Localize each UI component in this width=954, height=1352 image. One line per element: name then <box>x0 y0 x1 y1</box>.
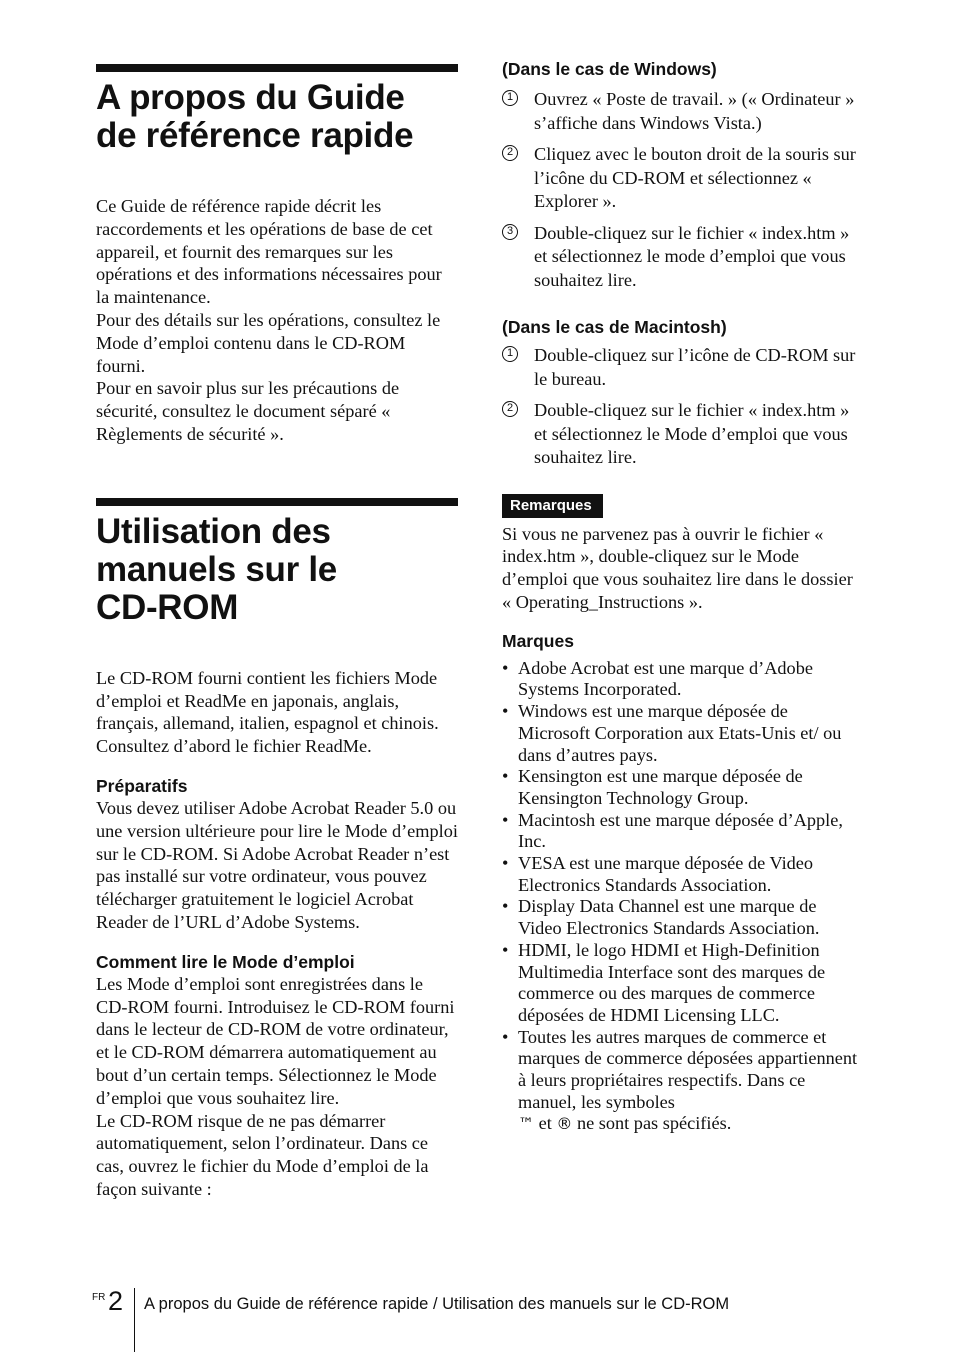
page-number: 2 <box>108 1286 124 1316</box>
subheading-preparatifs: Préparatifs <box>96 775 188 796</box>
step-text: Double-cliquez sur le fichier « index.htm » et sélectionnez le mode d’emploi que vous souhaitez lire. <box>534 222 850 290</box>
subheading-marques: Marques <box>502 630 574 651</box>
footer-divider <box>134 1288 135 1352</box>
paragraph: Pour des détails sur les opérations, consultez le Mode d’emploi contenu dans le CD-ROM fourni. <box>96 309 441 376</box>
step-item <box>502 143 864 214</box>
subheading-comment-lire: Comment lire le Mode d’emploi <box>96 951 355 972</box>
step-number-icon: 3 <box>502 224 518 240</box>
list-item: • VESA est une marque déposée de Video Electronics Standards Association. <box>502 853 814 895</box>
bullet-icon: • <box>502 853 509 874</box>
paragraph: Le CD-ROM risque de ne pas démarrer automatiquement, selon l’ordinateur. Dans ce cas, ouvrez le fichier du Mode d’emploi de la façon suivante : <box>96 1110 429 1199</box>
step-item <box>502 222 864 293</box>
paragraph: Pour en savoir plus sur les précautions de sécurité, consultez le document séparé « Règlements de sécurité ». <box>96 378 400 444</box>
paragraph: Vous devez utiliser Adobe Acrobat Reader 5.0 ou une version ultérieure pour lire le Mode d’emploi sur le CD-ROM. Si Adobe Acrobat Reader n’est pas installé sur votre ordinateur, vous pouvez télécharger gratuitement le logiciel Acrobat Reader de l’URL d’Adobe Systems. <box>96 797 458 932</box>
marques-list <box>502 658 864 1135</box>
list-item: • Adobe Acrobat est une marque d’Adobe Systems Incorporated. <box>502 657 813 700</box>
step-number-icon: 2 <box>502 401 518 417</box>
section-rule <box>96 64 458 72</box>
registered-symbol: ® <box>556 1114 573 1134</box>
step-item <box>502 399 864 470</box>
step-text: Double-cliquez sur l’icône de CD-ROM sur le bureau. <box>534 345 856 389</box>
list-item: • Macintosh est une marque déposée d’Apple, Inc. <box>502 809 843 852</box>
step-text: Double-cliquez sur le fichier « index.htm » et sélectionnez le Mode d’emploi que vous souhaitez lire. <box>534 400 850 467</box>
step-item <box>502 88 864 135</box>
list-item: • Windows est une marque déposée de Microsoft Corporation aux Etats-Unis et/ ou dans d’autres pays. <box>502 701 842 765</box>
step-number-icon: 1 <box>502 346 518 362</box>
section-rule <box>96 498 458 506</box>
bullet-icon: • <box>502 657 509 678</box>
section-title-guide: A propos du Guide de référence rapide <box>96 78 414 155</box>
right-column <box>502 58 864 1135</box>
list-item: • HDMI, le logo HDMI et High-Definition Multimedia Interface sont des marques de commerce ou des marques de commerce déposées de HDMI Licensing LLC. <box>502 939 826 1025</box>
step-text: Ouvrez « Poste de travail. » (« Ordinateur » s’affiche dans Windows Vista.) <box>534 89 855 133</box>
step-number-icon: 1 <box>502 90 518 106</box>
paragraph: Les Mode d’emploi sont enregistrées dans le CD-ROM fourni. Introduisez le CD-ROM fourni dans le lecteur de CD-ROM de votre ordinateur, et le CD-ROM démarrera automatiquement au bout d’un certain temps. Sélectionnez le Mode d’emploi que vous souhaitez lire. <box>96 973 455 1108</box>
list-item: • Toutes les autres marques de commerce et marques de commerce déposées appartiennent à leurs propriétaires respectifs. Dans ce manuel, les symboles ™ et ® ne sont pas spécifiés. <box>502 1026 858 1134</box>
bullet-icon: • <box>502 766 509 787</box>
subheading-macintosh: (Dans le cas de Macintosh) <box>502 317 727 337</box>
page-footer <box>92 1288 892 1352</box>
paragraph: Le CD-ROM fourni contient les fichiers Mode d’emploi et ReadMe en japonais, anglais, français, allemand, italien, espagnol et chinois. Consultez d’abord le fichier ReadMe. <box>96 667 439 757</box>
bullet-icon: • <box>502 809 509 830</box>
bullet-icon: • <box>502 1026 509 1047</box>
bullet-icon: • <box>502 701 509 722</box>
subheading-windows: (Dans le cas de Windows) <box>502 59 717 79</box>
trademark-symbol: ™ <box>518 1114 534 1134</box>
bullet-icon: • <box>502 939 509 960</box>
step-item <box>502 344 864 391</box>
list-item: • Display Data Channel est une marque de Video Electronics Standards Association. <box>502 896 820 939</box>
language-code: FR <box>92 1292 106 1303</box>
remarques-text: Si vous ne parvenez pas à ouvrir le fichier « index.htm », double-cliquez sur le Mode d’emploi que vous souhaitez lire dans le dossier « Operating_Instructions ». <box>502 523 853 612</box>
list-item: • Kensington est une marque déposée de Kensington Technology Group. <box>502 766 803 808</box>
bullet-icon: • <box>502 896 509 917</box>
left-column <box>96 64 458 1201</box>
paragraph: Ce Guide de référence rapide décrit les raccordements et les opérations de base de cet appareil, et fournit des remarques sur les opérations et des informations nécessaires pour la maintenance. <box>96 196 442 308</box>
step-number-icon: 2 <box>502 145 518 161</box>
remarques-badge: Remarques <box>502 494 603 518</box>
section-title-cdrom: Utilisation des manuels sur le CD-ROM <box>96 511 337 627</box>
running-footer-text: A propos du Guide de référence rapide / Utilisation des manuels sur le CD-ROM <box>144 1295 730 1313</box>
step-text: Cliquez avec le bouton droit de la souris sur l’icône du CD-ROM et sélectionnez « Explorer ». <box>534 144 856 211</box>
